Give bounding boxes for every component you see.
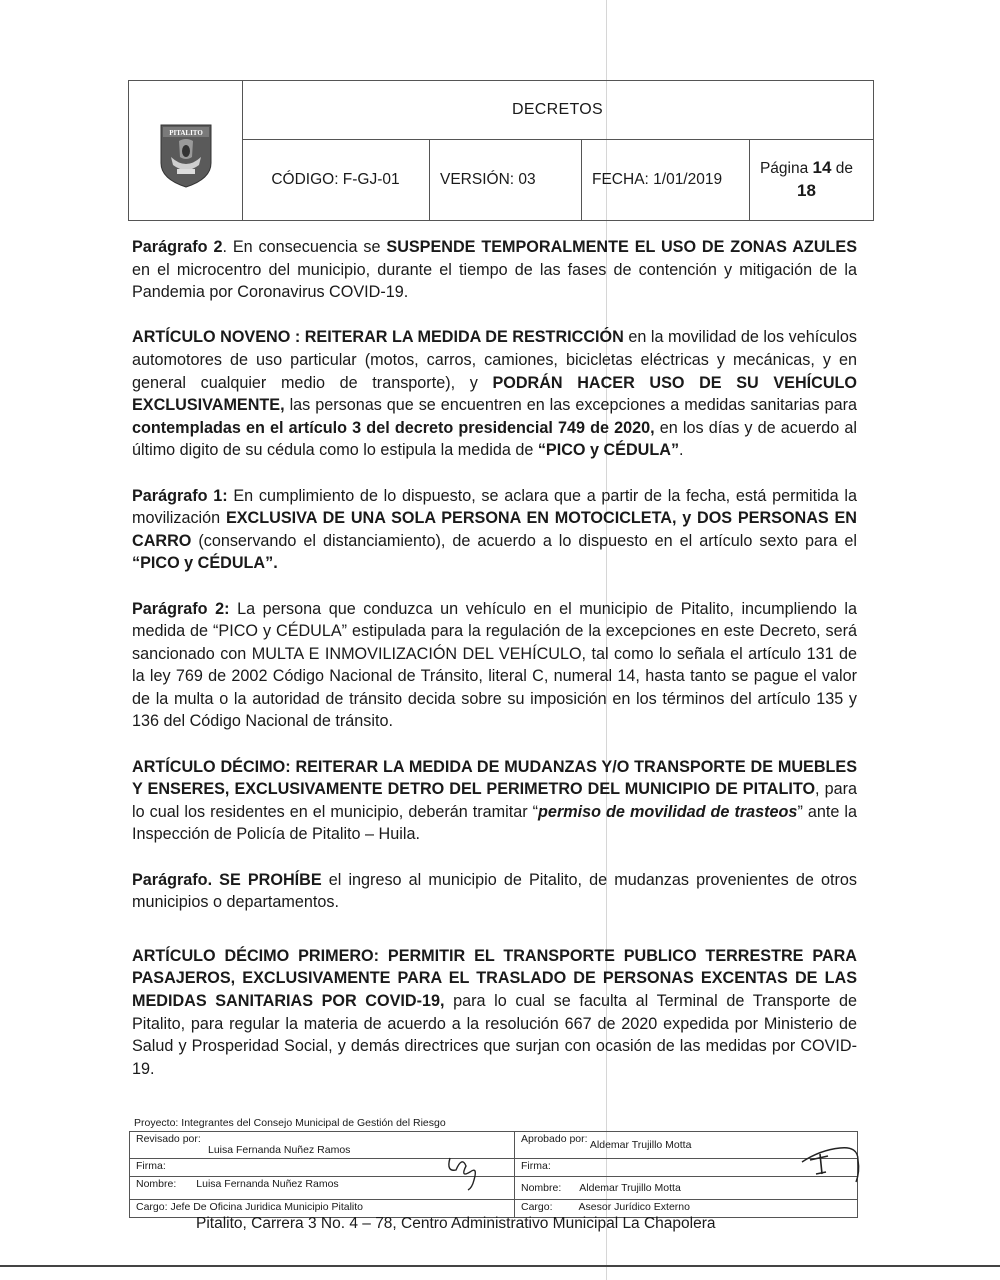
bold-text-run: ARTÍCULO DÉCIMO PRIMERO: PERMITIR EL TRANSPORTE PUBLICO TERRESTRE PARA PASAJEROS, EXCLUSIVAMENTE PARA EL TRASLADO DE PERSONAS EXCENTAS DE LAS MEDIDAS SANITARIAS POR COVID-19, [132,946,857,1010]
text-run: . [679,441,684,460]
page-total: 18 [797,180,816,200]
footer-address: Pitalito, Carrera 3 No. 4 – 78, Centro Administrativo Municipal La Chapolera [196,1215,716,1232]
article-noveno [132,326,857,462]
text-run: en el microcentro del municipio, durante el tiempo de las fases de contención y mitigación de la Pandemia por Coronavirus COVID-19. [132,260,857,302]
page-number [750,139,873,220]
nombre-left-label: Nombre: [136,1178,177,1190]
cargo-right-value: Asesor Jurídico Externo [578,1201,690,1213]
text-run: , para lo cual los residentes en el municipio, deberán tramitar “ [132,780,857,821]
page-of: de [835,159,854,177]
decree-body [132,236,857,1080]
logo-text: PITALITO [169,129,203,137]
nombre-left-value: Luisa Fernanda Nuñez Ramos [196,1178,339,1190]
text-run: el ingreso al municipio de Pitalito, de mudanzas provenientes de otros municipios o departamentos. [132,870,857,912]
bold-text-run: Parágrafo 1: [132,486,228,505]
signature-luisa [444,1152,484,1192]
aprobado-label: Aprobado por: [521,1133,588,1145]
cargo-left-label: Cargo: [136,1201,168,1213]
proyecto-note: Proyecto: Integrantes del Consejo Municipal de Gestión del Riesgo [134,1117,446,1129]
bold-text-run: contempladas en el artículo 3 del decreto presidencial 749 de 2020, [132,418,655,437]
text-run: en los días y de acuerdo al último digito de su cédula como lo estipula la medida de [132,418,857,460]
bold-text-run: ARTÍCULO DÉCIMO: REITERAR LA MEDIDA DE MUDANZAS Y/O TRANSPORTE DE MUEBLES Y ENSERES, EXCLUSIVAMENTE DETRO DEL PERIMETRO DEL MUNICIPIO DE PITALITO [132,757,857,799]
document-date: FECHA: 1/01/2019 [582,139,750,220]
approval-table [129,1131,858,1218]
revisado-label: Revisado por: [136,1133,201,1145]
bold-text-run: “PICO y CÉDULA”. [132,554,278,573]
bold-text-run: permiso de movilidad de trasteos [538,802,798,821]
firma-right-label: Firma: [521,1160,551,1172]
pitalito-shield-logo [159,123,213,189]
bold-text-run: Parágrafo 2: [132,599,230,618]
document-version: VERSIÓN: 03 [430,139,582,220]
text-run: las personas que se encuentren en las excepciones a medidas sanitarias para [284,396,857,415]
page-prefix: Página [759,159,809,177]
article-decimo-primero [132,945,857,1081]
text-run: para lo cual se faculta al Terminal de Transporte de Pitalito, para regular la materia de acuerdo a la resolución 667 de 2020 expedida por Ministerio de Salud y Prosperidad Social, y demás directrices que surjan con ocasión de las medidas por COVID-19. [132,992,857,1078]
aprobado-value: Aldemar Trujillo Motta [589,1139,692,1151]
bold-text-run: Parágrafo 2 [132,238,223,256]
cargo-left-value: Jefe De Oficina Juridica Municipio Pitalito [170,1201,364,1213]
bold-text-run: Parágrafo. SE PROHÍBE [132,870,322,889]
bold-text-run: SUSPENDE TEMPORALMENTE EL USO DE ZONAS AZULES [386,238,857,256]
nombre-right-label: Nombre: [521,1182,562,1194]
paragraph-paragrafo-2-zonas-azules [132,236,857,304]
document-title: DECRETOS [242,81,873,140]
paragraph-paragrafo-2-sancion [132,598,857,734]
document-header-table [128,80,874,221]
document-code: CÓDIGO: F-GJ-01 [242,139,430,220]
paragraph-paragrafo-prohibe [132,869,857,914]
text-run: ” ante la Inspección de Policía de Pitalito – Huila. [132,802,857,844]
bold-text-run: PODRÁN HACER USO DE SU VEHÍCULO EXCLUSIVAMENTE, [132,373,857,415]
bold-text-run: EXCLUSIVA DE UNA SOLA PERSONA EN MOTOCICLETA, y DOS PERSONAS EN CARRO [132,509,857,550]
firma-left-label: Firma: [136,1160,166,1172]
nombre-right-value: Aldemar Trujillo Motta [579,1182,681,1194]
cargo-right-label: Cargo: [521,1201,553,1213]
text-run: (conservando el distanciamiento), de acuerdo a lo dispuesto en el artículo sexto para el [191,531,857,550]
page-current: 14 [812,157,832,177]
bold-text-run: “PICO y CÉDULA” [537,441,680,460]
text-run: . En consecuencia se [222,238,387,256]
text-run: En cumplimiento de lo dispuesto, se aclara que a partir de la fecha, está permitida la movilización [132,486,857,528]
bottom-border-line [0,1265,1000,1267]
text-run: La persona que conduzca un vehículo en el municipio de Pitalito, incumpliendo la medida de “PICO y CÉDULA” estipulada para la regulación de la excepciones en este Decreto, será sancionado con MULTA E INMOVILIZACIÓN DEL VEHÍCULO, tal como lo señala el artículo 131 de la ley 769 de 2002 Código Nacional de Tránsito, literal C, numeral 14, hasta tanto se pague el valor de la multa o la autoridad de tránsito decida sobre su imposición en los términos del artículo 135 y 136 del Código Nacional de tránsito. [132,599,857,731]
signature-aldemar [800,1142,862,1192]
paragraph-paragrafo-1-movilizacion [132,485,857,575]
revisado-value: Luisa Fernanda Nuñez Ramos [208,1144,351,1156]
logo-cell [129,81,243,220]
article-decimo [132,756,857,846]
bold-text-run: ARTÍCULO NOVENO : REITERAR LA MEDIDA DE RESTRICCIÓN [132,328,624,347]
text-run: en la movilidad de los vehículos automotores de uso particular (motos, carros, camiones, bicicletas eléctricas y mecánicas, y en general cualquier medio de transporte), y [132,328,857,392]
